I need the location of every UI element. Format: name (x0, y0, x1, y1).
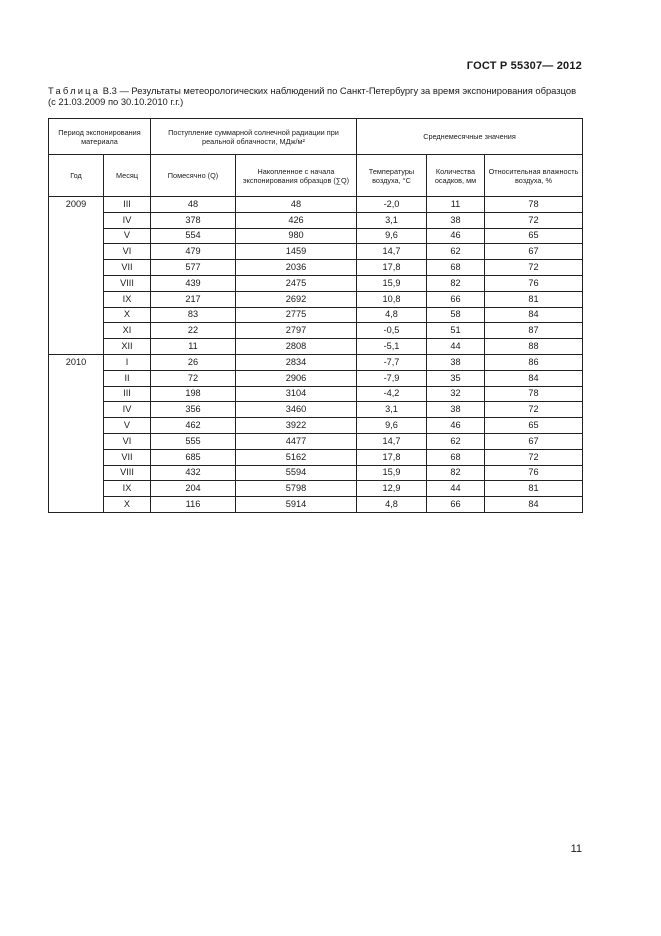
cell-humidity: 84 (485, 370, 583, 386)
cell-humidity: 67 (485, 244, 583, 260)
cell-year (49, 291, 104, 307)
cell-humidity: 76 (485, 465, 583, 481)
cell-temperature: 15,9 (357, 465, 427, 481)
cell-monthly-q: 432 (151, 465, 236, 481)
header-radiation: Поступление суммарной солнечной радиации при реальной облачности, МДж/м² (151, 119, 357, 155)
cell-precipitation: 11 (427, 197, 485, 213)
cell-precipitation: 62 (427, 244, 485, 260)
cell-cumulative-q: 4477 (236, 433, 357, 449)
cell-humidity: 81 (485, 481, 583, 497)
cell-year (49, 307, 104, 323)
header-monthly: Среднемесячные значения (357, 119, 583, 155)
cell-temperature: 14,7 (357, 433, 427, 449)
cell-temperature: 15,9 (357, 275, 427, 291)
table-row (49, 212, 583, 228)
cell-temperature: 9,6 (357, 418, 427, 434)
cell-humidity: 86 (485, 354, 583, 370)
cell-precipitation: 66 (427, 291, 485, 307)
cell-year (49, 339, 104, 355)
table-caption-text: В.3 — Результаты метеорологических наблюдений по Санкт-Петербургу за время экспонирования образцов (с 21.03.2009 по 30.10.2010 г.г.) (48, 85, 577, 107)
table-header-column-row (49, 155, 583, 197)
table-row (49, 339, 583, 355)
header-period: Период экспонирования материала (49, 119, 151, 155)
cell-year (49, 275, 104, 291)
cell-monthly-q: 116 (151, 497, 236, 513)
cell-humidity: 72 (485, 212, 583, 228)
table-row (49, 481, 583, 497)
cell-precipitation: 82 (427, 465, 485, 481)
cell-cumulative-q: 426 (236, 212, 357, 228)
cell-temperature: 14,7 (357, 244, 427, 260)
cell-temperature: -2,0 (357, 197, 427, 213)
cell-year: 2010 (49, 354, 104, 370)
table-row (49, 370, 583, 386)
header-humidity: Относительная влажность воздуха, % (485, 155, 583, 197)
cell-cumulative-q: 2906 (236, 370, 357, 386)
cell-month: X (104, 307, 151, 323)
table-row (49, 433, 583, 449)
table-row (49, 244, 583, 260)
cell-monthly-q: 685 (151, 449, 236, 465)
cell-monthly-q: 22 (151, 323, 236, 339)
table-row (49, 386, 583, 402)
table-row (49, 275, 583, 291)
header-cumulative-q: Накопленное с начала экспонирования образцов (∑Q) (236, 155, 357, 197)
cell-humidity: 88 (485, 339, 583, 355)
cell-cumulative-q: 48 (236, 197, 357, 213)
cell-monthly-q: 72 (151, 370, 236, 386)
cell-cumulative-q: 980 (236, 228, 357, 244)
cell-month: IX (104, 291, 151, 307)
table-row (49, 307, 583, 323)
cell-month: V (104, 228, 151, 244)
cell-cumulative-q: 2775 (236, 307, 357, 323)
cell-precipitation: 51 (427, 323, 485, 339)
cell-year (49, 370, 104, 386)
cell-monthly-q: 577 (151, 260, 236, 276)
cell-month: IV (104, 212, 151, 228)
cell-monthly-q: 217 (151, 291, 236, 307)
cell-precipitation: 38 (427, 212, 485, 228)
cell-humidity: 65 (485, 418, 583, 434)
cell-humidity: 78 (485, 197, 583, 213)
cell-precipitation: 68 (427, 449, 485, 465)
cell-precipitation: 46 (427, 418, 485, 434)
header-temperature: Температуры воздуха, °С (357, 155, 427, 197)
cell-year (49, 402, 104, 418)
cell-monthly-q: 479 (151, 244, 236, 260)
cell-year (49, 449, 104, 465)
cell-temperature: 17,8 (357, 449, 427, 465)
cell-humidity: 81 (485, 291, 583, 307)
cell-month: III (104, 197, 151, 213)
cell-precipitation: 35 (427, 370, 485, 386)
cell-cumulative-q: 2834 (236, 354, 357, 370)
cell-month: I (104, 354, 151, 370)
cell-precipitation: 82 (427, 275, 485, 291)
cell-year (49, 212, 104, 228)
cell-monthly-q: 554 (151, 228, 236, 244)
table-row (49, 402, 583, 418)
cell-humidity: 65 (485, 228, 583, 244)
table-row (49, 291, 583, 307)
cell-cumulative-q: 5798 (236, 481, 357, 497)
cell-temperature: -5,1 (357, 339, 427, 355)
cell-precipitation: 46 (427, 228, 485, 244)
document-header: ГОСТ Р 55307— 2012 (466, 60, 582, 72)
table-body (49, 197, 583, 513)
cell-temperature: -0,5 (357, 323, 427, 339)
header-year: Год (49, 155, 104, 197)
cell-precipitation: 32 (427, 386, 485, 402)
table-row (49, 323, 583, 339)
table-row (49, 197, 583, 213)
cell-month: XI (104, 323, 151, 339)
cell-monthly-q: 11 (151, 339, 236, 355)
cell-year (49, 433, 104, 449)
cell-humidity: 72 (485, 260, 583, 276)
cell-humidity: 72 (485, 449, 583, 465)
cell-month: IX (104, 481, 151, 497)
cell-humidity: 84 (485, 497, 583, 513)
cell-precipitation: 68 (427, 260, 485, 276)
cell-humidity: 78 (485, 386, 583, 402)
cell-month: VIII (104, 275, 151, 291)
cell-precipitation: 38 (427, 354, 485, 370)
cell-cumulative-q: 3104 (236, 386, 357, 402)
table-header-group-row (49, 119, 583, 155)
table-caption-label: Таблица (48, 85, 101, 96)
table-row (49, 449, 583, 465)
cell-year (49, 418, 104, 434)
header-monthly-q: Помесячно (Q) (151, 155, 236, 197)
cell-precipitation: 44 (427, 481, 485, 497)
weather-data-table (48, 118, 583, 513)
cell-temperature: 10,8 (357, 291, 427, 307)
cell-monthly-q: 198 (151, 386, 236, 402)
cell-month: III (104, 386, 151, 402)
cell-humidity: 72 (485, 402, 583, 418)
cell-temperature: 4,8 (357, 497, 427, 513)
page-number: 11 (570, 843, 582, 855)
cell-monthly-q: 204 (151, 481, 236, 497)
cell-monthly-q: 378 (151, 212, 236, 228)
cell-monthly-q: 439 (151, 275, 236, 291)
cell-humidity: 76 (485, 275, 583, 291)
cell-humidity: 84 (485, 307, 583, 323)
cell-year (49, 386, 104, 402)
cell-precipitation: 66 (427, 497, 485, 513)
cell-cumulative-q: 5594 (236, 465, 357, 481)
cell-year (49, 260, 104, 276)
cell-month: V (104, 418, 151, 434)
cell-month: VII (104, 260, 151, 276)
cell-cumulative-q: 2797 (236, 323, 357, 339)
table-row (49, 354, 583, 370)
table-row (49, 418, 583, 434)
header-precipitation: Количества осадков, мм (427, 155, 485, 197)
cell-year (49, 228, 104, 244)
cell-temperature: 17,8 (357, 260, 427, 276)
cell-temperature: 3,1 (357, 402, 427, 418)
cell-monthly-q: 555 (151, 433, 236, 449)
cell-month: VI (104, 433, 151, 449)
table-row (49, 228, 583, 244)
cell-temperature: 4,8 (357, 307, 427, 323)
table-row (49, 465, 583, 481)
cell-year (49, 323, 104, 339)
cell-temperature: -7,9 (357, 370, 427, 386)
cell-month: XII (104, 339, 151, 355)
cell-cumulative-q: 3922 (236, 418, 357, 434)
cell-cumulative-q: 2808 (236, 339, 357, 355)
cell-precipitation: 62 (427, 433, 485, 449)
cell-month: VII (104, 449, 151, 465)
cell-year (49, 465, 104, 481)
cell-monthly-q: 83 (151, 307, 236, 323)
cell-cumulative-q: 5914 (236, 497, 357, 513)
cell-temperature: 12,9 (357, 481, 427, 497)
cell-month: X (104, 497, 151, 513)
cell-humidity: 67 (485, 433, 583, 449)
cell-month: VI (104, 244, 151, 260)
cell-cumulative-q: 5162 (236, 449, 357, 465)
cell-temperature: 3,1 (357, 212, 427, 228)
cell-cumulative-q: 2036 (236, 260, 357, 276)
cell-monthly-q: 48 (151, 197, 236, 213)
table-row (49, 497, 583, 513)
cell-humidity: 87 (485, 323, 583, 339)
header-month: Месяц (104, 155, 151, 197)
cell-monthly-q: 26 (151, 354, 236, 370)
cell-month: II (104, 370, 151, 386)
cell-month: VIII (104, 465, 151, 481)
cell-monthly-q: 356 (151, 402, 236, 418)
cell-precipitation: 58 (427, 307, 485, 323)
cell-month: IV (104, 402, 151, 418)
table-caption (48, 85, 582, 107)
table-row (49, 260, 583, 276)
cell-precipitation: 38 (427, 402, 485, 418)
cell-cumulative-q: 2475 (236, 275, 357, 291)
cell-temperature: 9,6 (357, 228, 427, 244)
cell-precipitation: 44 (427, 339, 485, 355)
cell-temperature: -7,7 (357, 354, 427, 370)
cell-cumulative-q: 1459 (236, 244, 357, 260)
cell-year: 2009 (49, 197, 104, 213)
cell-cumulative-q: 2692 (236, 291, 357, 307)
cell-year (49, 497, 104, 513)
cell-year (49, 481, 104, 497)
cell-monthly-q: 462 (151, 418, 236, 434)
cell-temperature: -4,2 (357, 386, 427, 402)
cell-year (49, 244, 104, 260)
cell-cumulative-q: 3460 (236, 402, 357, 418)
